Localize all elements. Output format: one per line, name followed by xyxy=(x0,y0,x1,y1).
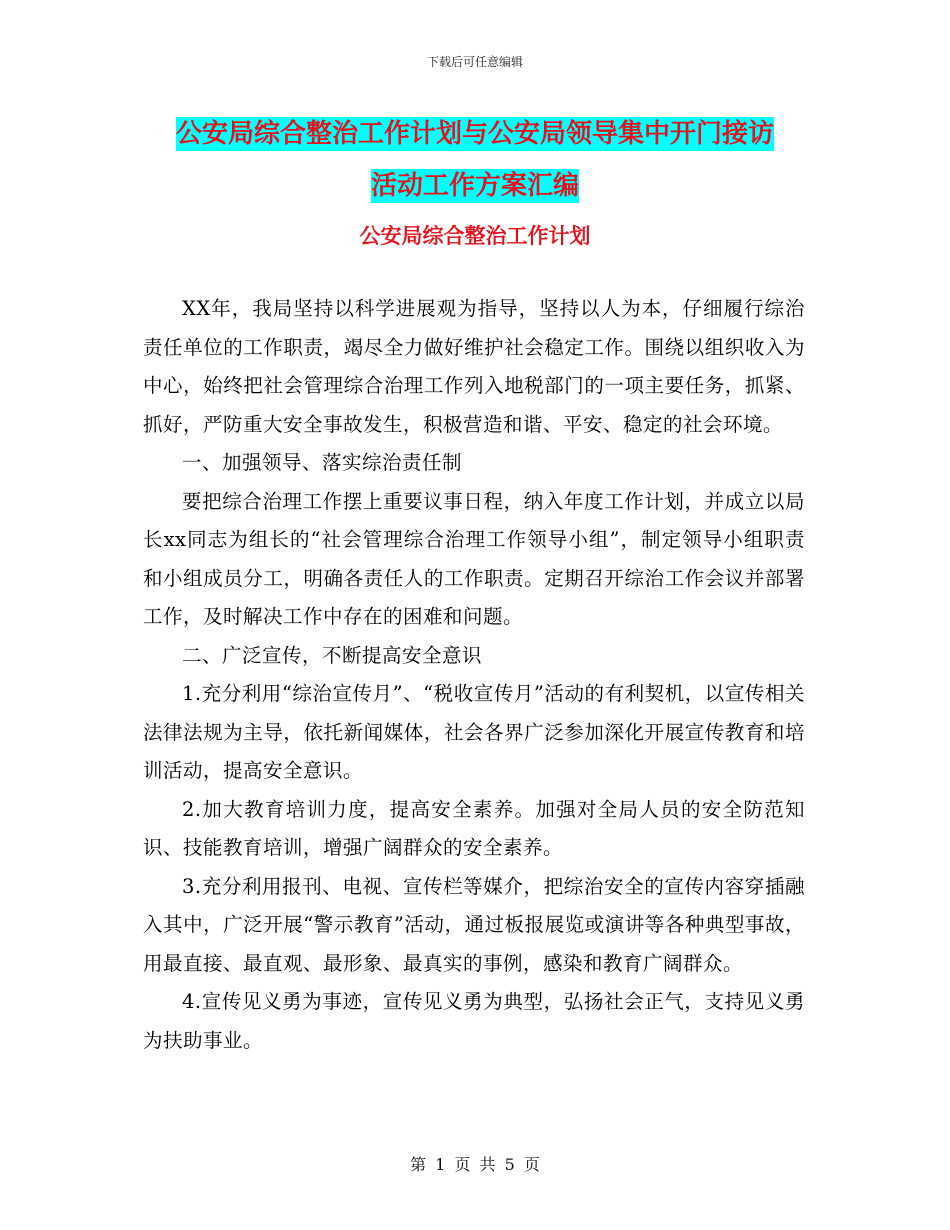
list-item-3: 3.充分利用报刊、电视、宣传栏等媒介，把综治安全的宣传内容穿插融入其中，广泛开展“警示教育”活动，通过板报展览或演讲等各种典型事故，用最直接、最直观、最形象、最真实的事例，感染和教育广阔群众。 xyxy=(143,874,805,975)
document-title-line-1: 公安局综合整治工作计划与公安局领导集中开门接访 xyxy=(175,119,774,149)
document-title xyxy=(0,108,950,212)
list-item-2: 2.加大教育培训力度，提高安全素养。加强对全局人员的安全防范知识、技能教育培训，增强广阔群众的安全素养。 xyxy=(143,797,805,859)
paragraph-1: 要把综合治理工作摆上重要议事日程，纳入年度工作计划，并成立以局长xx同志为组长的“社会管理综合治理工作领导小组”，制定领导小组职责和小组成员分工，明确各责任人的工作职责。定期召开综治工作会议并部署工作，及时解决工作中存在的困难和问题。 xyxy=(143,489,805,628)
subheading-2: 二、广泛宣传，不断提高安全意识 xyxy=(182,643,483,667)
paragraph-intro: XX年，我局坚持以科学进展观为指导，坚持以人为本，仔细履行综治责任单位的工作职责，竭尽全力做好维护社会稳定工作。围绕以组织收入为中心，始终把社会管理综合治理工作列入地税部门的一项主要任务，抓紧、抓好，严防重大安全事故发生，积极营造和谐、平安、稳定的社会环境。 xyxy=(143,297,805,436)
subheading-1: 一、加强领导、落实综治责任制 xyxy=(182,451,463,474)
section-title: 公安局综合整治工作计划 xyxy=(359,224,591,248)
page-number: 第 1 页 共 5 页 xyxy=(410,1155,540,1174)
list-item-1: 1.充分利用“综治宣传月”、“税收宣传月”活动的有利契机，以宣传相关法律法规为主导，依托新闻媒体，社会各界广泛参加深化开展宣传教育和培训活动，提高安全意识。 xyxy=(143,682,805,782)
header-note: 下载后可任意编辑 xyxy=(426,55,523,69)
document-title-line-2: 活动工作方案汇编 xyxy=(370,171,579,201)
document-body xyxy=(143,290,805,1060)
list-item-4: 4.宣传见义勇为事迹，宣传见义勇为典型，弘扬社会正气，支持见义勇为扶助事业。 xyxy=(143,990,805,1052)
